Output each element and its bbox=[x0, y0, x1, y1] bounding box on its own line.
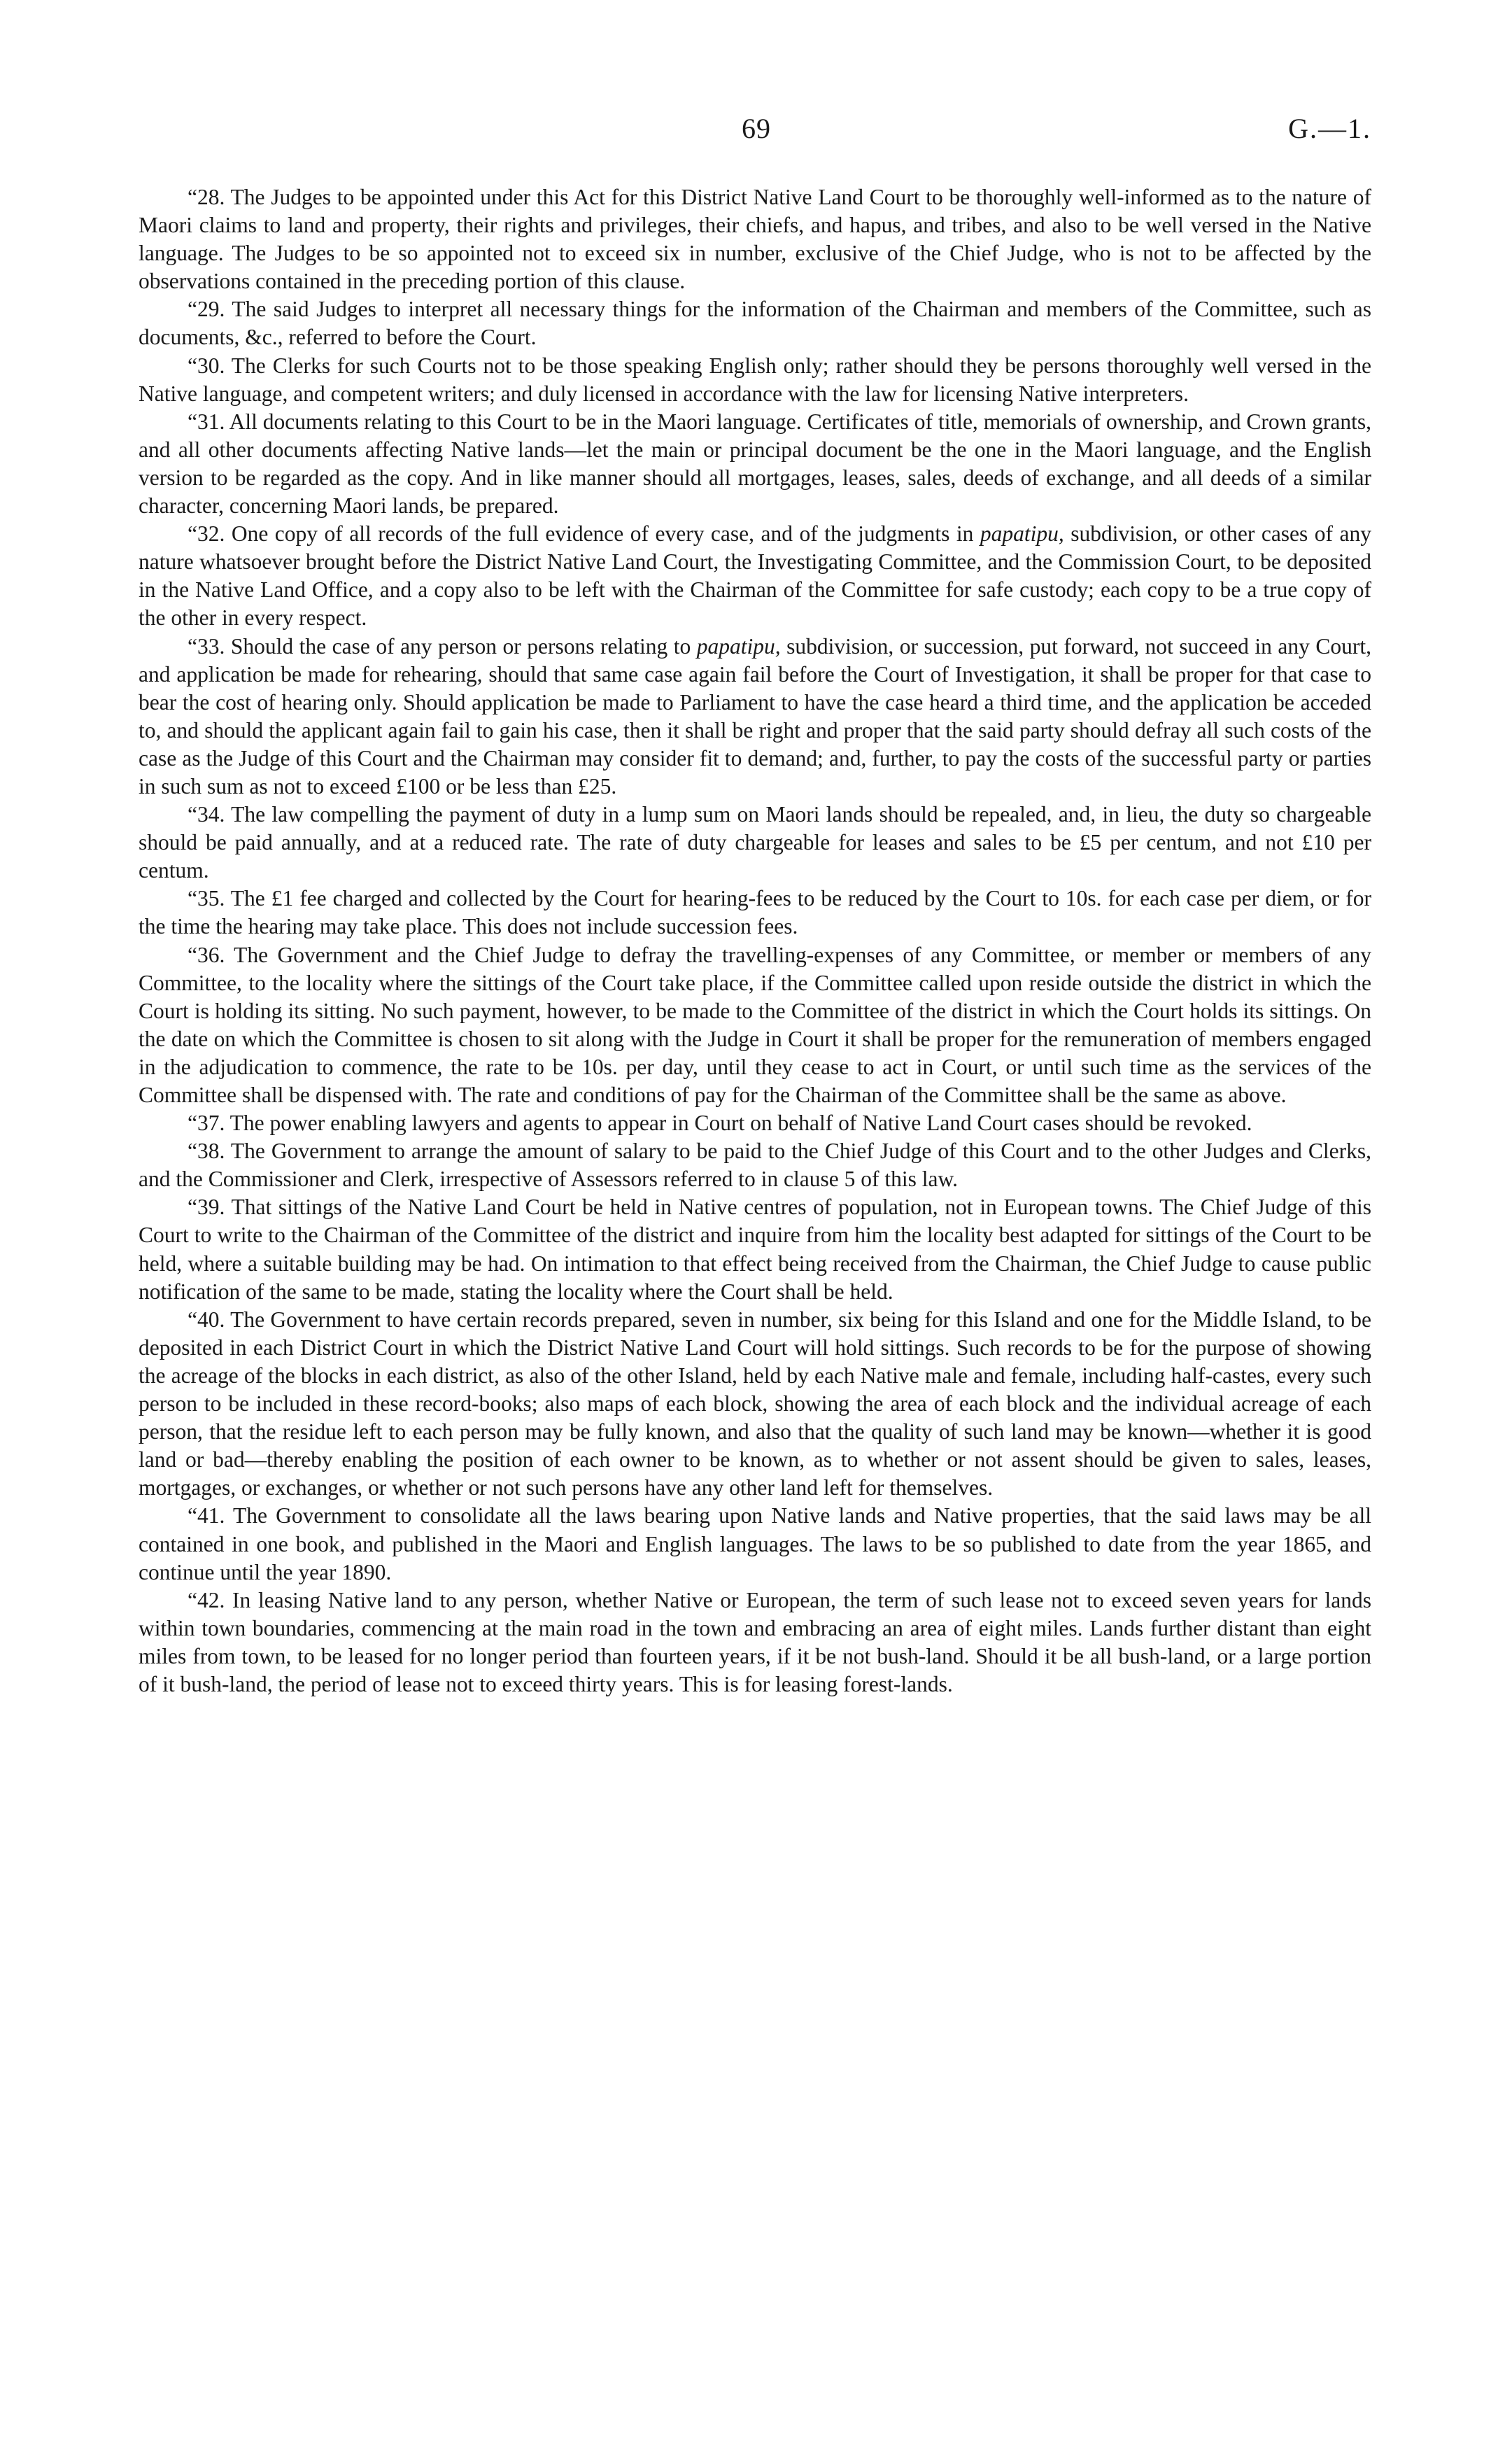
page-number: 69 bbox=[742, 113, 771, 144]
clause-41: “41. The Government to consolidate all the laws bearing upon Native lands and Native properties, that the said laws may be all contained in one book, and published in the Maori and English languages. The laws to be so published to date from the year 1865, and continue until the year 1890. bbox=[139, 1503, 1371, 1584]
paper-reference: G.—1. bbox=[1288, 113, 1371, 144]
clause-33-text-before: “33. Should the case of any person or persons relating to bbox=[188, 633, 697, 659]
clause-35: “35. The £1 fee charged and collected by the Court for hearing-fees to be reduced by the Court to 10s. for each case per diem, or for the time the hearing may take place. This does not include succession fees. bbox=[139, 886, 1371, 939]
clause-33 bbox=[139, 633, 1371, 801]
clause-36: “36. The Government and the Chief Judge to defray the travelling-expenses of any Committee, or member or members of any Committee, to the locality where the sittings of the Court take place, if the Committee called upon reside outside the district in which the Court is holding its sitting. No such payment, however, to be made to the Committee of the district in which the Court holds its sittings. On the date on which the Committee is chosen to sit along with the Judge in Court it shall be proper for the remuneration of members engaged in the adjudication to commence, the rate to be 10s. per day, until they cease to act in Court, or until such time as the services of the Committee shall be dispensed with. The rate and conditions of pay for the Chairman of the Committee shall be the same as above. bbox=[139, 942, 1371, 1107]
clause-29: “29. The said Judges to interpret all necessary things for the information of the Chairman and members of the Committee, such as documents, &c., referred to before the Court. bbox=[139, 297, 1371, 350]
clause-37: “37. The power enabling lawyers and agents to appear in Court on behalf of Native Land Court cases should be revoked. bbox=[188, 1111, 1252, 1136]
clause-34: “34. The law compelling the payment of duty in a lump sum on Maori lands should be repealed, and, in lieu, the duty so chargeable should be paid annually, and at a reduced rate. The rate of duty chargeable for leases and sales to be £5 per centum, and not £10 per centum. bbox=[139, 802, 1371, 883]
page-header bbox=[139, 112, 1371, 154]
clause-33-text-after: subdivision, or succession, put forward, not succeed in any Court, and application be made for rehearing, should that same case again fail before the Court of Investigation, it shall be proper for that case to bear the cost of hearing only. Should application be made to Parliament to have the case heard a third time, and the application be acceded to, and should the applicant again fail to gain his case, then it shall be right and proper that the said party should defray all such costs of the case as the Judge of this Court and the Chairman may consider fit to demand; and, further, to pay the costs of the successful party or parties in such sum as not to exceed £100 or be less than £25. bbox=[139, 633, 1372, 799]
clause-32-text-after: subdivision, or other cases of any nature whatsoever brought before the District Native Land Court, the Investigating Committee, and the Commission Court, to be deposited in the Native Land Office, and a copy also to be left with the Chairman of the Committee for safe custody; each copy to be a true copy of the other in every respect. bbox=[139, 521, 1371, 631]
clause-32-italic-term: papatipu, bbox=[980, 521, 1064, 547]
clause-42: “42. In leasing Native land to any person, whether Native or European, the term of such lease not to exceed seven years for lands within town boundaries, commencing at the main road in the town and embracing an area of eight miles. Lands further distant than eight miles from town, to be leased for no longer period than fourteen years, if it be not bush-land. Should it be all bush-land, or a large portion of it bush-land, the period of lease not to exceed thirty years. This is for leasing forest-lands. bbox=[139, 1587, 1371, 1696]
clause-40: “40. The Government to have certain records prepared, seven in number, six being for this Island and one for the Middle Island, to be deposited in each District Court in which the District Native Land Court will hold sittings. Such records to be for the purpose of showing the acreage of the blocks in each district, as also of the other Island, held by each Native male and female, including half-castes, every such person to be included in these record-books; also maps of each block, showing the area of each block and the individual acreage of each person, that the residue left to each person may be fully known, and also that the quality of such land may be known—whether it is good land or bad—thereby enabling the position of each owner to be known, as to whether or not assent should be given to sales, leases, mortgages, or exchanges, or whether or not such persons have any other land left for themselves. bbox=[139, 1307, 1371, 1500]
clause-38: “38. The Government to arrange the amount of salary to be paid to the Chief Judge of this Court and to the other Judges and Clerks, and the Commissioner and Clerk, irrespective of Assessors referred to in clause 5 of this law. bbox=[139, 1139, 1371, 1192]
clause-32 bbox=[139, 520, 1371, 632]
clause-28: “28. The Judges to be appointed under this Act for this District Native Land Court to be thoroughly well-informed as to the nature of Maori claims to land and property, their rights and privileges, their chiefs, and hapus, and tribes, and also to be well versed in the Native language. The Judges to be so appointed not to exceed six in number, exclusive of the Chief Judge, who is not to be affected by the observations contained in the preceding portion of this clause. bbox=[139, 185, 1371, 294]
clause-31: “31. All documents relating to this Court to be in the Maori language. Certificates of title, memorials of ownership, and Crown grants, and all other documents affecting Native lands—let the main or principal document be the one in the Maori language, and the English version to be regarded as the copy. And in like manner should all mortgages, leases, sales, deeds of exchange, and all deeds of a similar character, concerning Maori lands, be prepared. bbox=[139, 409, 1371, 519]
clause-32-text-before: “32. One copy of all records of the full evidence of every case, and of the judgments in bbox=[188, 521, 980, 547]
clause-39: “39. That sittings of the Native Land Court be held in Native centres of population, not in European towns. The Chief Judge of this Court to write to the Chairman of the Committee of the district and inquire from him the locality best adapted for sittings of the Court to be held, where a suitable building may be had. On intimation to that effect being received from the Chairman, the Chief Judge to cause public notification of the same to be made, stating the locality where the Court shall be held. bbox=[139, 1195, 1371, 1304]
clause-30: “30. The Clerks for such Courts not to be those speaking English only; rather should they be persons thoroughly well versed in the Native language, and competent writers; and duly licensed in accordance with the law for licensing Native interpreters. bbox=[139, 353, 1371, 406]
document-body bbox=[139, 183, 1371, 1698]
clause-33-italic-term: papatipu, bbox=[696, 633, 781, 659]
